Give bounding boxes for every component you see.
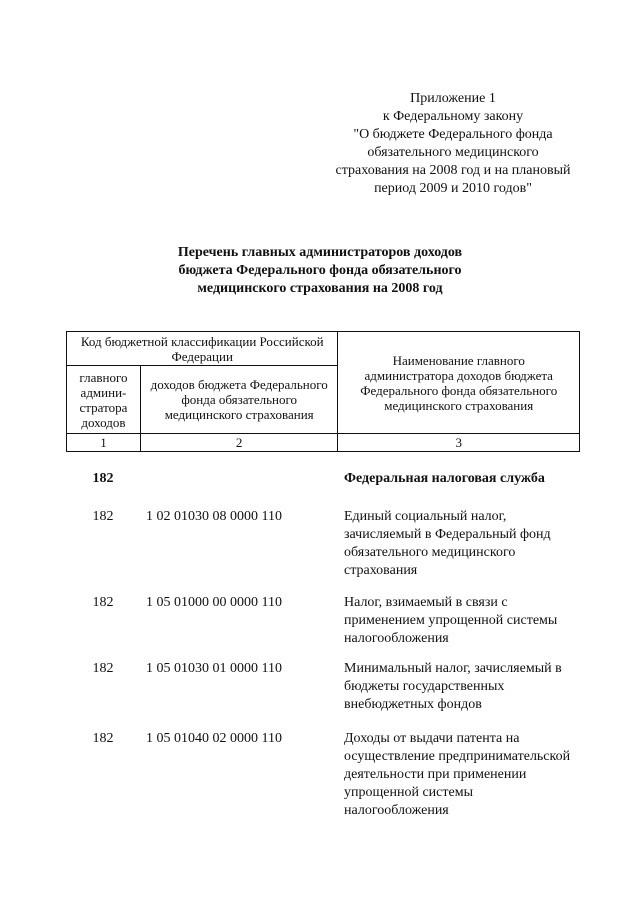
- header-group-budget-code: Код бюджетной классификации Российской Федерации: [67, 332, 338, 366]
- header-number-1: 1: [67, 434, 141, 452]
- appendix-line: обязательного медицинского: [367, 145, 539, 160]
- header-admin-code: главного админи-стратора доходов: [67, 366, 141, 434]
- appendix-reference: [318, 90, 588, 198]
- admin-name-cell: Доходы от выдачи патента на осуществление предпринимательской деятельности при применении упрощенной системы налогообложения: [344, 731, 571, 818]
- admin-code-cell: 182: [92, 471, 114, 486]
- appendix-line: "О бюджете Федерального фонда: [353, 127, 553, 142]
- header-number-3: 3: [338, 434, 580, 452]
- admin-code-cell: 182: [92, 509, 114, 524]
- header-admin-name: Наименование главного администратора доходов бюджета Федерального фонда обязательного медицинского страхования: [338, 332, 580, 434]
- revenue-code-cell: 1 05 01030 01 0000 110: [146, 661, 282, 676]
- title-line: медицинского страхования на 2008 год: [197, 281, 443, 296]
- admin-name-cell: Единый социальный налог, зачисляемый в Федеральный фонд обязательного медицинского страхования: [344, 509, 551, 578]
- appendix-line: страхования на 2008 год и на плановый: [335, 163, 571, 178]
- appendix-line: к Федеральному закону: [382, 109, 524, 124]
- admin-code-cell: 182: [92, 731, 114, 746]
- revenue-code-cell: 1 05 01000 00 0000 110: [146, 595, 282, 610]
- admin-code-cell: 182: [92, 661, 114, 676]
- appendix-line: Приложение 1: [410, 91, 496, 106]
- appendix-line: период 2009 и 2010 годов": [374, 181, 532, 196]
- title-line: Перечень главных администраторов доходов: [177, 245, 463, 260]
- admin-name-cell: Минимальный налог, зачисляемый в бюджеты государственных внебюджетных фондов: [344, 661, 562, 712]
- revenue-code-cell: 1 02 01030 08 0000 110: [146, 509, 282, 524]
- revenue-code-cell: 1 05 01040 02 0000 110: [146, 731, 282, 746]
- table-header: [66, 331, 580, 452]
- document-title: [140, 244, 500, 298]
- admin-code-cell: 182: [92, 595, 114, 610]
- admin-name-cell: Налог, взимаемый в связи с применением упрощенной системы налогообложения: [344, 595, 558, 646]
- admin-name-cell: Федеральная налоговая служба: [344, 471, 545, 486]
- header-revenue-code: доходов бюджета Федерального фонда обязательного медицинского страхования: [140, 366, 338, 434]
- title-line: бюджета Федерального фонда обязательного: [178, 263, 462, 278]
- header-number-2: 2: [140, 434, 338, 452]
